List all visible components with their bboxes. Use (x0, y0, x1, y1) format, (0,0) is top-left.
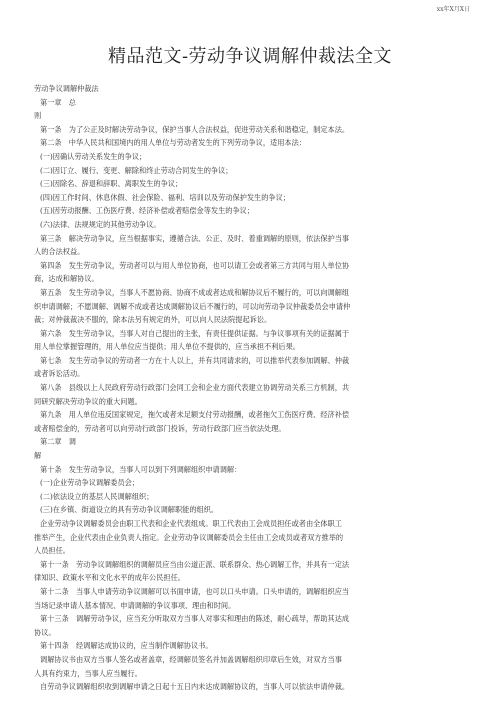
paragraph-line: 第一条 为了公正及时解决劳动争议，保护当事人合法权益，促进劳动关系和谐稳定，制定本法。 (40, 124, 350, 134)
paragraph-line: 或者诉讼活动。 (34, 369, 85, 379)
paragraph-line: 人员担任。 (34, 546, 70, 556)
paragraph-line: 第十二条 当事人申请劳动争议调解可以书面申请，也可以口头申请。口头申请的，调解组织应当 (40, 586, 350, 596)
paragraph-line: (二)依法设立的基层人民调解组织； (40, 491, 154, 501)
paragraph-line: (四)因工作时间、休息休假、社会保险、福利、培训以及劳动保护发生的争议； (40, 192, 290, 202)
paragraph-line: 第六条 发生劳动争议，当事人对自己提出的主张，有责任提供证据。与争议事项有关的证据属于 (40, 328, 350, 338)
paragraph-line: 调解协议书由双方当事人签名或者盖章，经调解员签名并加盖调解组织印章后生效，对双方当事 (40, 654, 342, 664)
paragraph-line: 第一章 总 (40, 97, 76, 107)
paragraph-line: 第四条 发生劳动争议，劳动者可以与用人单位协商，也可以请工会或者第三方共同与用人单位协 (40, 260, 350, 270)
paragraph-line: 商，达成和解协议。 (34, 274, 99, 284)
paragraph-line: 推举产生，企业代表由企业负责人指定。企业劳动争议调解委员会主任由工会成员或者双方推举的 (34, 532, 344, 542)
paragraph-line: (二)因订立、履行、变更、解除和终止劳动合同发生的争议； (40, 165, 233, 175)
paragraph-line: (五)因劳动报酬、工伤医疗费、经济补偿或者赔偿金等发生的争议； (40, 206, 255, 216)
paragraph-line: 劳动争议调解仲裁法 (34, 84, 99, 93)
paragraph-line: 律知识、政策水平和文化水平的成年公民担任。 (34, 573, 185, 583)
paragraph-line: 企业劳动争议调解委员会由职工代表和企业代表组成。职工代表由工会成员担任或者由全体职工 (40, 519, 342, 528)
paragraph-line: 第八条 县级以上人民政府劳动行政部门会同工会和企业方面代表建立协调劳动关系三方机制，共 (40, 383, 350, 393)
paragraph-line: 或者赔偿金的，劳动者可以向劳动行政部门投诉，劳动行政部门应当依法处理。 (34, 423, 286, 433)
paragraph-line: 裁；对仲裁裁决不服的，除本法另有规定的外，可以向人民法院提起诉讼。 (34, 315, 272, 325)
paragraph-line: 第二条 中华人民共和国境内的用人单位与劳动者发生的下列劳动争议，适用本法： (40, 138, 306, 148)
paragraph-line: (一)因确认劳动关系发生的争议； (40, 151, 147, 161)
paragraph-line: 第七条 发生劳动争议的劳动者一方在十人以上，并有共同请求的，可以推举代表参加调解、仲裁 (40, 355, 350, 365)
paragraph-line: 用人单位掌握管理的，用人单位应当提供；用人单位不提供的，应当承担不利后果。 (34, 342, 300, 352)
paragraph-line: 人的合法权益。 (34, 247, 85, 257)
document-date: xx年X月X日 (436, 6, 470, 13)
paragraph-line: 自劳动争议调解组织收到调解申请之日起十五日内未达成调解协议的，当事人可以依法申请仲裁。 (40, 682, 350, 692)
paragraph-line: 织申请调解；不愿调解、调解不成或者达成调解协议后不履行的，可以向劳动争议仲裁委员会申请仲 (34, 301, 351, 311)
paragraph-line: (三)因除名、辞退和辞职、离职发生的争议； (40, 179, 183, 189)
paragraph-line: 当场记录申请人基本情况、申请调解的争议事项、理由和时间。 (34, 600, 236, 610)
paragraph-line: 第十三条 调解劳动争议，应当充分听取双方当事人对事实和理由的陈述，耐心疏导，帮助其达成 (40, 614, 350, 624)
paragraph-line: 第十四条 经调解达成协议的，应当制作调解协议书。 (40, 641, 213, 651)
paragraph-line: 人具有约束力，当事人应当履行。 (34, 668, 142, 678)
paragraph-line: 第二章 调 (40, 437, 76, 447)
paragraph-line: (三)在乡镇、街道设立的具有劳动争议调解职能的组织。 (40, 505, 219, 515)
paragraph-line: 则 (34, 111, 42, 121)
paragraph-line: 第十条 发生劳动争议，当事人可以到下列调解组织申请调解： (40, 464, 242, 474)
document-title: 精品范文-劳动争议调解仲裁法全文 (107, 46, 393, 67)
paragraph-line: 第十一条 劳动争议调解组织的调解员应当由公道正派、联系群众、热心调解工作，并具有一定法 (40, 559, 350, 569)
paragraph-line: (六)法律、法规规定的其他劳动争议。 (40, 219, 161, 229)
paragraph-line: (一)企业劳动争议调解委员会； (40, 478, 140, 488)
paragraph-line: 第五条 发生劳动争议，当事人不愿协商、协商不成或者达成和解协议后不履行的，可以向调解组 (40, 287, 350, 297)
paragraph-line: 协议。 (34, 627, 56, 637)
paragraph-line: 解 (34, 451, 42, 461)
paragraph-line: 第三条 解决劳动争议，应当根据事实，遵循合法、公正、及时、着重调解的原则，依法保护当事 (40, 233, 350, 243)
paragraph-line: 同研究解决劳动争议的重大问题。 (34, 396, 142, 406)
paragraph-line: 第九条 用人单位违反国家规定，拖欠或者未足额支付劳动报酬，或者拖欠工伤医疗费、经济补偿 (40, 410, 350, 420)
document-body (34, 82, 476, 694)
